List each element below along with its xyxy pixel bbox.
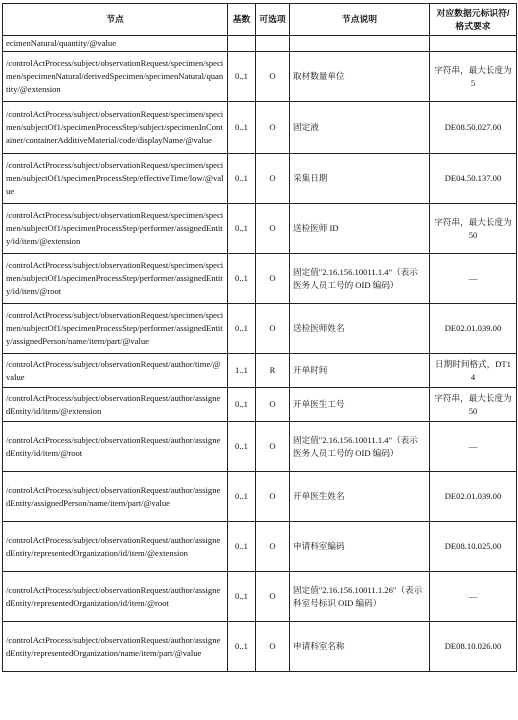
optional-cell: O bbox=[256, 388, 290, 422]
data-element-cell: DE02.01.039.00 bbox=[430, 472, 517, 522]
node-path-cell: /controlActProcess/subject/observationRequest/specimen/specimen/specimenNatural/derivedSpecimen/specimenNatural/quantity/@extension bbox=[3, 52, 228, 102]
node-path-cell: /controlActProcess/subject/observationRequest/author/assignedEntity/id/item/@extension bbox=[3, 388, 228, 422]
description-cell: 申请科室编码 bbox=[290, 522, 430, 572]
description-cell: 固定值"2.16.156.10011.1.4"（表示医务人员工号的 OID 编码） bbox=[290, 254, 430, 304]
data-element-cell: — bbox=[430, 572, 517, 622]
optional-cell: O bbox=[256, 522, 290, 572]
description-cell: 固定值"2.16.156.10011.1.4"（表示医务人员工号的 OID 编码） bbox=[290, 422, 430, 472]
node-path-cell: /controlActProcess/subject/observationRequest/specimen/specimen/subjectOf1/specimenProcessStep/performer/assignedEntity/id/item/@extension bbox=[3, 204, 228, 254]
node-path-cell: /controlActProcess/subject/observationRequest/author/assignedEntity/representedOrganization/name/item/part/@value bbox=[3, 622, 228, 672]
optional-cell: O bbox=[256, 472, 290, 522]
table-header-row bbox=[3, 4, 517, 36]
node-path-cell: /controlActProcess/subject/observationRequest/author/assignedEntity/representedOrganization/id/item/@extension bbox=[3, 522, 228, 572]
cardinality-cell: 0..1 bbox=[228, 522, 256, 572]
node-path-cell: /controlActProcess/subject/observationRequest/specimen/specimen/subjectOf1/specimenProcessStep/effectiveTime/low/@value bbox=[3, 154, 228, 204]
optional-cell: R bbox=[256, 354, 290, 388]
description-cell: 送检医师 ID bbox=[290, 204, 430, 254]
table-row bbox=[3, 472, 517, 522]
data-element-cell: — bbox=[430, 254, 517, 304]
header-description: 节点说明 bbox=[290, 4, 430, 36]
cardinality-cell: 0..1 bbox=[228, 254, 256, 304]
table-row bbox=[3, 154, 517, 204]
cardinality-cell: 1..1 bbox=[228, 354, 256, 388]
header-optional: 可选项 bbox=[256, 4, 290, 36]
cardinality-cell: 0..1 bbox=[228, 422, 256, 472]
data-element-cell: 日期时间格式，DT14 bbox=[430, 354, 517, 388]
optional-cell: O bbox=[256, 204, 290, 254]
table-row bbox=[3, 622, 517, 672]
data-element-cell: DE08.10.026.00 bbox=[430, 622, 517, 672]
node-path-cell: /controlActProcess/subject/observationRequest/author/time/@value bbox=[3, 354, 228, 388]
description-cell: 开单时间 bbox=[290, 354, 430, 388]
table-row bbox=[3, 388, 517, 422]
description-cell: 取材数量单位 bbox=[290, 52, 430, 102]
data-element-cell: DE04.50.137.00 bbox=[430, 154, 517, 204]
optional-cell: O bbox=[256, 52, 290, 102]
data-element-cell: DE02.01.039.00 bbox=[430, 304, 517, 354]
optional-cell: O bbox=[256, 304, 290, 354]
data-element-cell: DE08.50.027.00 bbox=[430, 102, 517, 154]
node-path-cell: /controlActProcess/subject/observationRequest/specimen/specimen/subjectOf1/specimenProcessStep/performer/assignedEntity/assignedPerson/name/item/part/@value bbox=[3, 304, 228, 354]
node-path-cell: /controlActProcess/subject/observationRequest/specimen/specimen/subjectOf1/specimenProcessStep/subject/specimenInContainer/containerAdditiveMaterial/code/displayName/@value bbox=[3, 102, 228, 154]
node-path-cell: ecimenNatural/quantity/@value bbox=[3, 36, 228, 52]
optional-cell: O bbox=[256, 572, 290, 622]
cardinality-cell: 0..1 bbox=[228, 622, 256, 672]
data-element-cell: 字符串，最大长度为50 bbox=[430, 204, 517, 254]
spec-table bbox=[2, 3, 517, 672]
node-path-cell: /controlActProcess/subject/observationRequest/author/assignedEntity/assignedPerson/name/item/part/@value bbox=[3, 472, 228, 522]
description-cell: 开单医生姓名 bbox=[290, 472, 430, 522]
table-row bbox=[3, 522, 517, 572]
table-row bbox=[3, 52, 517, 102]
node-path-cell: /controlActProcess/subject/observationRequest/author/assignedEntity/representedOrganization/id/item/@root bbox=[3, 572, 228, 622]
table-body bbox=[3, 36, 517, 672]
cardinality-cell: 0..1 bbox=[228, 304, 256, 354]
description-cell: 申请科室名称 bbox=[290, 622, 430, 672]
description-cell: 开单医生工号 bbox=[290, 388, 430, 422]
node-path-cell: /controlActProcess/subject/observationRequest/author/assignedEntity/id/item/@root bbox=[3, 422, 228, 472]
description-cell: 固定值"2.16.156.10011.1.26"（表示科室号标识 OID 编码） bbox=[290, 572, 430, 622]
node-path-cell: /controlActProcess/subject/observationRequest/specimen/specimen/subjectOf1/specimenProcessStep/performer/assignedEntity/id/item/@root bbox=[3, 254, 228, 304]
description-cell bbox=[290, 36, 430, 52]
header-cardinality: 基数 bbox=[228, 4, 256, 36]
header-node: 节点 bbox=[3, 4, 228, 36]
optional-cell: O bbox=[256, 622, 290, 672]
header-data-element: 对应数据元标识符/格式要求 bbox=[430, 4, 517, 36]
table-row bbox=[3, 254, 517, 304]
description-cell: 固定液 bbox=[290, 102, 430, 154]
table-row bbox=[3, 354, 517, 388]
table-row bbox=[3, 422, 517, 472]
cardinality-cell bbox=[228, 36, 256, 52]
description-cell: 送检医师姓名 bbox=[290, 304, 430, 354]
cardinality-cell: 0..1 bbox=[228, 388, 256, 422]
data-element-cell: 字符串，最大长度为5 bbox=[430, 52, 517, 102]
cardinality-cell: 0..1 bbox=[228, 52, 256, 102]
optional-cell: O bbox=[256, 422, 290, 472]
data-element-cell: DE08.10.025.00 bbox=[430, 522, 517, 572]
cardinality-cell: 0..1 bbox=[228, 204, 256, 254]
optional-cell bbox=[256, 36, 290, 52]
data-element-cell: — bbox=[430, 422, 517, 472]
table-row bbox=[3, 204, 517, 254]
optional-cell: O bbox=[256, 102, 290, 154]
optional-cell: O bbox=[256, 154, 290, 204]
cardinality-cell: 0..1 bbox=[228, 154, 256, 204]
table-row bbox=[3, 36, 517, 52]
data-element-cell: 字符串，最大长度为50 bbox=[430, 388, 517, 422]
table-row bbox=[3, 572, 517, 622]
table-row bbox=[3, 102, 517, 154]
data-element-cell bbox=[430, 36, 517, 52]
cardinality-cell: 0..1 bbox=[228, 472, 256, 522]
cardinality-cell: 0..1 bbox=[228, 572, 256, 622]
description-cell: 采集日期 bbox=[290, 154, 430, 204]
table-row bbox=[3, 304, 517, 354]
cardinality-cell: 0..1 bbox=[228, 102, 256, 154]
optional-cell: O bbox=[256, 254, 290, 304]
